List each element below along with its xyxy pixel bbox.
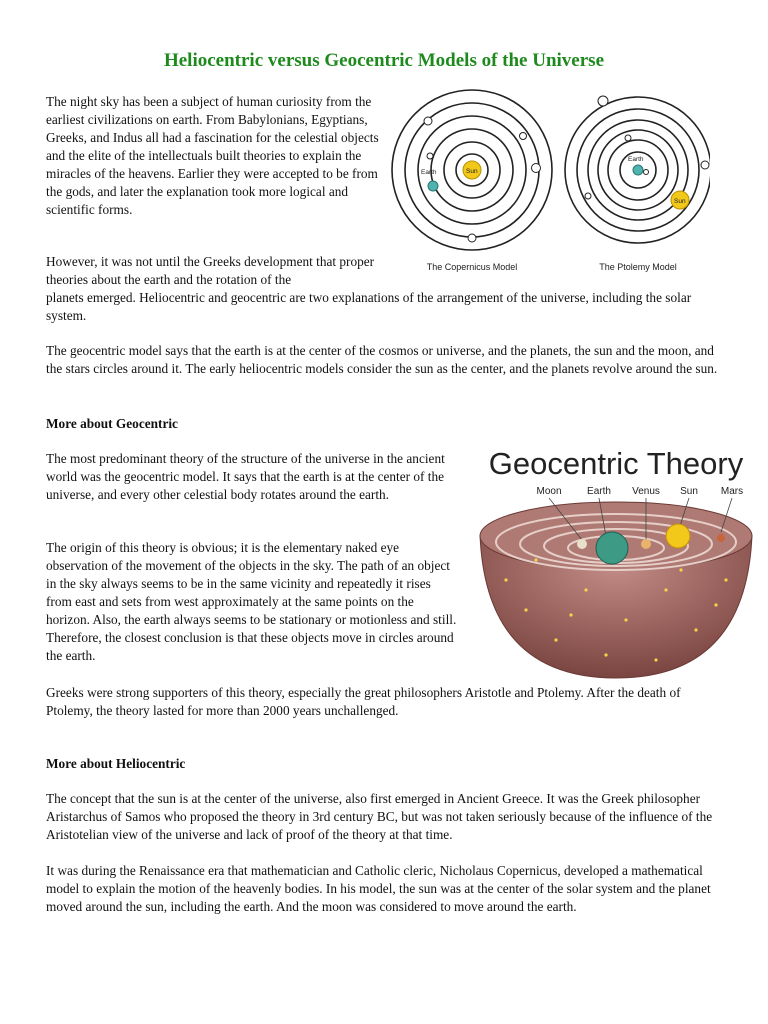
geocentric-theory-figure [476,440,756,680]
label-moon: Moon [536,486,562,497]
heliocentric-paragraph-1-block [46,790,726,844]
geocentric-paragraph-3: Greeks were strong supporters of this theory, especially the great philosophers Aristotle and Ptolemy. After the death of Ptolemy, the theory lasted for more than 2000 years unchallenged. [46,685,681,718]
intro-paragraph-2-block [46,253,384,289]
solar-models-diagram [390,88,710,278]
geocentric-paragraph-1-block [46,450,458,504]
intro-paragraph-3: The geocentric model says that the earth is at the center of the cosmos or universe, and the planets, the sun and the moon, and the stars circles around it. The early heliocentric models consider the sun as the center, and the planets revolve around the sun. [46,343,718,376]
intro-paragraph-3-block [46,342,726,378]
heliocentric-heading-block [46,755,446,773]
geo-venus [641,539,651,549]
ptolemy-sun-label: Sun [674,198,686,205]
heliocentric-paragraph-2-block [46,862,726,916]
geocentric-heading-block [46,415,446,433]
label-mars: Mars [720,486,744,497]
heliocentric-paragraph-2: It was during the Renaissance era that mathematician and Catholic cleric, Nicholaus Copernicus, developed a mathematical model to explain the motion of the heavenly bodies. In his model, the sun was at the center of the solar system and the planet moved around the sun, including the earth. And the moon was considered to move around the earth. [46,863,711,914]
ptolemy-caption: The Ptolemy Model [599,262,677,272]
copernicus-earth [428,181,438,191]
intro-paragraph-1-block [46,93,384,219]
label-venus: Venus [632,486,660,497]
intro-paragraph-1: The night sky has been a subject of human curiosity from the earliest civilizations on earth. From Babylonians, Egyptians, Greeks, and Indus all had a fascination for the celestial objects and the elite of the intellectuals built theories to explain the miracles of the heavens. Earlier they were accepted to be from the gods, and later the explanation took more logical and scientific forms. [46,94,379,217]
geocentric-paragraph-3-block [46,684,726,720]
geo-sun [666,524,690,548]
label-earth: Earth [587,486,611,497]
ptolemy-earth [633,165,643,175]
geo-earth [596,532,628,564]
page-title: Heliocentric versus Geocentric Models of the Universe [163,50,605,71]
ptolemy-earth-label: Earth [628,156,644,163]
heliocentric-paragraph-1: The concept that the sun is at the center of the universe, also first emerged in Ancient Greece. It was the Greek philosopher Aristarchus of Samos who proposed the theory in 3rd century BC, but was not taken seriously because of the influence of the Aristotelian view of the universe and lack of proof of the theory at that time. [46,791,713,842]
geocentric-paragraph-2: The origin of this theory is obvious; it is the elementary naked eye observation of the movement of the objects in the sky. The path of an object in the sky always seems to be in the same vicinity and repeatedly it rises from east and sets from west approximately at the same points on the horizon. Also, the earth always seems to be stationary or motionless and still. Therefore, the closest conclusion is that these objects move in circles around the earth. [46,540,457,663]
geocentric-paragraph-2-block [46,539,458,665]
geo-moon [577,539,587,549]
copernicus-earth-label: Earth [421,169,437,176]
heliocentric-heading: More about Heliocentric [46,756,186,771]
geocentric-figure-title: Geocentric Theory [488,446,744,481]
geocentric-theory-diagram [476,440,756,680]
geocentric-heading: More about Geocentric [46,416,178,431]
intro-paragraph-2b-block [46,289,726,325]
intro-paragraph-2b: planets emerged. Heliocentric and geocentric are two explanations of the arrangement of the universe, including the solar system. [46,290,692,323]
label-sun: Sun [680,486,698,497]
intro-paragraph-2a: However, it was not until the Greeks development that proper theories about the earth and the rotation of the [46,254,375,287]
geo-mars [717,534,725,542]
geocentric-paragraph-1: The most predominant theory of the structure of the universe in the ancient world was the geocentric model. It says that the earth is at the center of the universe, and every other celestial body rotates around the earth. [46,451,445,502]
solar-models-figure [390,88,710,278]
copernicus-sun-label: Sun [466,168,478,175]
copernicus-caption: The Copernicus Model [426,262,518,272]
